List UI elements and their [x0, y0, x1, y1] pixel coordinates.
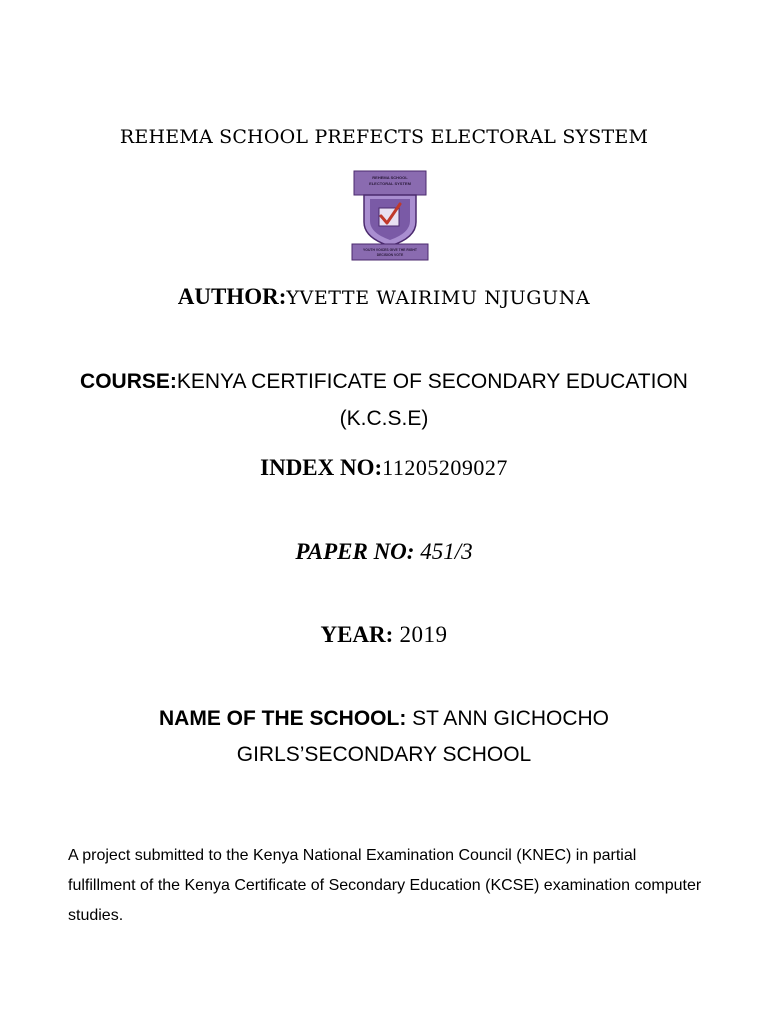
school-value-line1: ST ANN GICHOCHO — [406, 707, 609, 730]
school-logo — [350, 170, 430, 264]
index-line — [0, 455, 768, 481]
document-title: REHEMA SCHOOL PREFECTS ELECTORAL SYSTEM — [119, 126, 649, 148]
paper-value: 451/3 — [414, 539, 473, 564]
index-label: INDEX NO: — [260, 455, 383, 480]
logo-top-text-2: ELECTORAL SYSTEM — [369, 181, 411, 186]
school-label: NAME OF THE SCHOOL: — [159, 707, 407, 730]
index-value: 11205209027 — [382, 455, 508, 480]
logo-bottom-text-2: DECISION VOTE — [376, 253, 404, 257]
year-value: 2019 — [393, 622, 448, 647]
school-value-line2: GIRLS’SECONDARY SCHOOL — [236, 743, 532, 766]
paper-label: PAPER NO: — [295, 539, 415, 564]
course-label: COURSE: — [80, 370, 177, 393]
logo-bottom-text-1: YOUTH VOICES GIVE THE RIGHT — [363, 248, 417, 252]
year-line — [0, 622, 768, 648]
abstract-paragraph: A project submitted to the Kenya National Examination Council (KNEC) in partial fulfillment of the Kenya Certificate of Secondary Education (KCSE) examination computer studies. — [68, 847, 702, 924]
logo-top-text-1: REHEMA SCHOOL — [372, 175, 408, 180]
paper-line — [0, 539, 768, 565]
author-label: AUTHOR: — [177, 284, 287, 309]
course-line — [0, 370, 768, 394]
course-value-line1: KENYA CERTIFICATE OF SECONDARY EDUCATION — [176, 370, 688, 393]
author-line — [0, 284, 768, 310]
year-label: YEAR: — [320, 622, 394, 647]
course-value-line2: (K.C.S.E) — [339, 407, 429, 430]
author-value: YVETTE WAIRIMU NJUGUNA — [286, 287, 591, 309]
school-line — [0, 707, 768, 731]
